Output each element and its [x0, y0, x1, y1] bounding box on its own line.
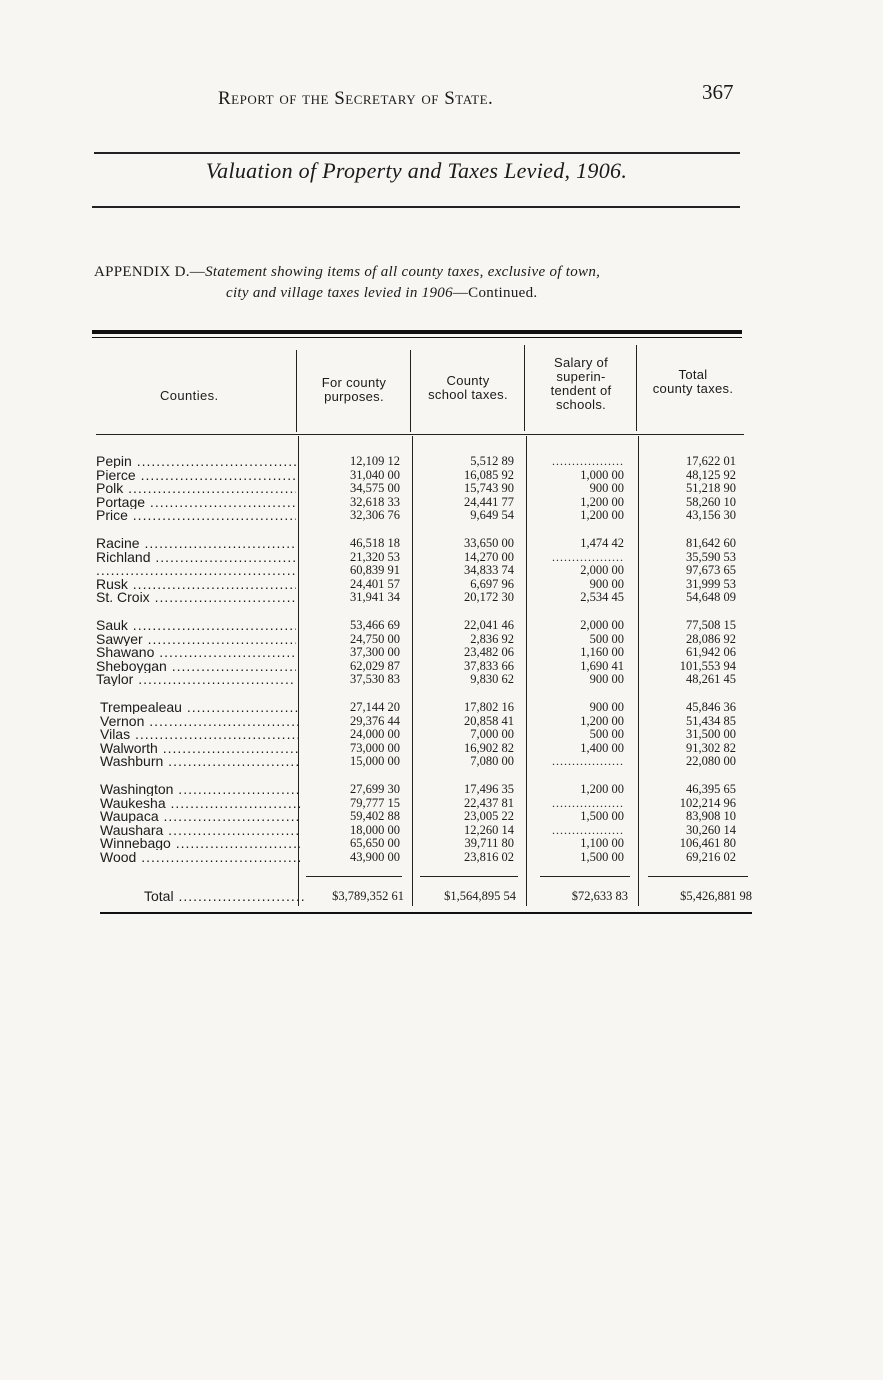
- county-purposes-cell: 37,530 83: [350, 672, 400, 687]
- county-name: Polk .....: [96, 481, 296, 495]
- school-taxes-cell: 22,437 81: [464, 795, 514, 810]
- total-taxes-cell: 17,622 01: [686, 454, 736, 468]
- salary-cell: 1,100 00: [580, 836, 624, 851]
- table-row: [0, 454, 883, 468]
- table-row: [0, 645, 883, 659]
- header-county-school-taxes: [412, 374, 524, 402]
- school-taxes-cell: 7,080 00: [470, 754, 514, 769]
- county-name: Waushara .....: [100, 823, 300, 837]
- county-purposes-cell: 31,941 34: [350, 590, 400, 605]
- table-row: [0, 550, 883, 564]
- running-head: Report of the Secretary of State.: [218, 88, 494, 109]
- total-taxes-cell: 83,908 10: [686, 809, 736, 824]
- county-purposes-cell: 29,376 44: [350, 713, 400, 728]
- salary-leader-dots: ..................: [552, 795, 624, 810]
- total-taxes-cell: 106,461 80: [679, 836, 736, 851]
- total-taxes-cell: 31,500 00: [686, 727, 736, 742]
- table-row: [0, 823, 883, 837]
- salary-leader-dots: ..................: [552, 754, 624, 769]
- header-line: For county: [321, 375, 387, 390]
- school-taxes-cell: 2,836 92: [470, 631, 514, 646]
- total-taxes-cell: 69,216 02: [686, 850, 736, 864]
- school-taxes-cell: 34,833 74: [464, 563, 514, 578]
- total-taxes-cell: 48,261 45: [686, 672, 736, 687]
- column-divider: [524, 345, 525, 431]
- county-name: Waupaca .....: [100, 809, 300, 823]
- county-purposes-cell: 24,401 57: [350, 576, 400, 591]
- county-purposes-cell: 65,650 00: [350, 836, 400, 851]
- table-row: [0, 508, 883, 522]
- total-row: [0, 889, 883, 903]
- table-row: [0, 632, 883, 646]
- total-county-taxes: $5,426,881 98: [680, 889, 752, 903]
- header-line: County: [446, 373, 490, 388]
- county-name: Shawano .....: [96, 645, 296, 659]
- page-number: 367: [702, 80, 734, 104]
- total-taxes-cell: 35,590 53: [686, 549, 736, 564]
- salary-cell: 1,200 00: [580, 508, 624, 523]
- school-taxes-cell: 15,743 90: [464, 481, 514, 496]
- county-purposes-cell: 46,518 18: [350, 536, 400, 550]
- school-taxes-cell: 39,711 80: [464, 836, 514, 851]
- salary-cell: 900 00: [589, 576, 624, 591]
- total-taxes-cell: 46,395 65: [686, 782, 736, 796]
- salary-cell: 900 00: [589, 672, 624, 687]
- page-subtitle: Valuation of Property and Taxes Levied, 1906.: [205, 158, 628, 183]
- school-taxes-cell: 14,270 00: [464, 549, 514, 564]
- caption-line2-text: city and village taxes levied in 1906: [226, 285, 453, 301]
- county-name: Vernon .....: [100, 714, 300, 728]
- header-for-county-purposes: [300, 376, 408, 404]
- column-divider: [410, 350, 411, 432]
- total-taxes-cell: 51,218 90: [686, 481, 736, 496]
- header-line: Total: [678, 367, 708, 382]
- county-name: Washington .....: [100, 782, 300, 796]
- salary-cell: 1,200 00: [580, 782, 624, 796]
- school-taxes-cell: 9,649 54: [470, 508, 514, 523]
- county-purposes-cell: 18,000 00: [350, 822, 400, 837]
- header-total-county-taxes: [638, 368, 748, 396]
- county-name: Taylor .....: [96, 672, 296, 686]
- table-row: [0, 468, 883, 482]
- county-name: Pierce .....: [96, 468, 296, 482]
- county-name: Pepin .....: [96, 454, 296, 468]
- county-name: Price .....: [96, 508, 296, 522]
- county-purposes-cell: 43,900 00: [350, 850, 400, 864]
- county-purposes-cell: 12,109 12: [350, 454, 400, 468]
- table-top-rule: [92, 330, 742, 334]
- total-taxes-cell: 81,642 60: [686, 536, 736, 550]
- county-purposes-cell: 59,402 88: [350, 809, 400, 824]
- school-taxes-cell: 23,816 02: [464, 850, 514, 864]
- school-taxes-cell: 20,172 30: [464, 590, 514, 605]
- header-line: schools.: [555, 397, 607, 412]
- county-purposes-cell: 32,306 76: [350, 508, 400, 523]
- school-taxes-cell: 9,830 62: [470, 672, 514, 687]
- county-name: St. Croix .....: [96, 590, 296, 604]
- total-salary: $72,633 83: [571, 889, 628, 903]
- header-salary-superintendent: [526, 356, 636, 412]
- caption-suffix: —Continued.: [452, 285, 538, 301]
- table-row: [0, 481, 883, 495]
- table-row: [0, 577, 883, 591]
- school-taxes-cell: 37,833 66: [464, 658, 514, 673]
- salary-leader-dots: ..................: [552, 454, 624, 468]
- county-name: Racine .....: [96, 536, 296, 550]
- table-row: [0, 495, 883, 509]
- total-taxes-cell: 101,553 94: [679, 658, 736, 673]
- table-row: [0, 741, 883, 755]
- county-name: Rusk .....: [96, 577, 296, 591]
- salary-cell: 1,474 42: [580, 536, 624, 550]
- table-row: [0, 659, 883, 673]
- total-county-purposes: $3,789,352 61: [332, 889, 404, 903]
- county-name: Walworth .....: [100, 741, 300, 755]
- total-taxes-cell: 91,302 82: [686, 740, 736, 755]
- county-name: Portage .....: [96, 495, 296, 509]
- county-name: Sauk .....: [96, 618, 296, 632]
- school-taxes-cell: 24,441 77: [464, 494, 514, 509]
- county-name: Vilas .....: [100, 727, 300, 741]
- school-taxes-cell: 6,697 96: [470, 576, 514, 591]
- school-taxes-cell: 7,000 00: [470, 727, 514, 742]
- table-bottom-rule: [100, 912, 752, 914]
- county-purposes-cell: 53,466 69: [350, 618, 400, 632]
- school-taxes-cell: 5,512 89: [470, 454, 514, 468]
- total-taxes-cell: 51,434 85: [686, 713, 736, 728]
- total-taxes-cell: 43,156 30: [686, 508, 736, 523]
- table-row: [0, 714, 883, 728]
- total-rule: [648, 876, 748, 877]
- salary-cell: 2,534 45: [580, 590, 624, 605]
- salary-cell: 1,200 00: [580, 494, 624, 509]
- salary-cell: 2,000 00: [580, 618, 624, 632]
- county-purposes-cell: 32,618 33: [350, 494, 400, 509]
- county-purposes-cell: 15,000 00: [350, 754, 400, 769]
- column-divider: [636, 345, 637, 431]
- total-taxes-cell: 77,508 15: [686, 618, 736, 632]
- salary-cell: 1,160 00: [580, 645, 624, 660]
- county-name: Waukesha .....: [100, 796, 300, 810]
- county-name: Winnebago .....: [100, 836, 300, 850]
- county-name: [96, 563, 296, 577]
- school-taxes-cell: 22,041 46: [464, 618, 514, 632]
- header-bottom-rule: [96, 434, 744, 435]
- county-purposes-cell: 21,320 53: [350, 549, 400, 564]
- county-purposes-cell: 60,839 91: [350, 563, 400, 578]
- table-row: [0, 754, 883, 768]
- salary-cell: 900 00: [589, 700, 624, 714]
- county-purposes-cell: 27,144 20: [350, 700, 400, 714]
- salary-cell: 500 00: [589, 727, 624, 742]
- table-row: [0, 700, 883, 714]
- total-taxes-cell: 22,080 00: [686, 754, 736, 769]
- total-taxes-cell: 97,673 65: [686, 563, 736, 578]
- header-line: tendent of: [550, 383, 612, 398]
- total-label: Total .....: [144, 889, 304, 903]
- table-row: [0, 618, 883, 632]
- county-purposes-cell: 24,750 00: [350, 631, 400, 646]
- county-purposes-cell: 34,575 00: [350, 481, 400, 496]
- school-taxes-cell: 12,260 14: [464, 822, 514, 837]
- total-taxes-cell: 48,125 92: [686, 467, 736, 482]
- total-taxes-cell: 54,648 09: [686, 590, 736, 605]
- salary-cell: 1,000 00: [580, 467, 624, 482]
- table-row: [0, 782, 883, 796]
- column-divider: [296, 350, 297, 432]
- header-counties: Counties.: [160, 388, 219, 403]
- school-taxes-cell: 23,005 22: [464, 809, 514, 824]
- salary-cell: 1,690 41: [580, 658, 624, 673]
- county-name: Sheboygan .....: [96, 659, 296, 673]
- salary-cell: 1,400 00: [580, 740, 624, 755]
- total-taxes-cell: 102,214 96: [679, 795, 736, 810]
- county-purposes-cell: 73,000 00: [350, 740, 400, 755]
- total-taxes-cell: 31,999 53: [686, 576, 736, 591]
- total-rule: [420, 876, 518, 877]
- total-taxes-cell: 45,846 36: [686, 700, 736, 714]
- school-taxes-cell: 17,496 35: [464, 782, 514, 796]
- county-name: Wood .....: [100, 850, 300, 864]
- county-name: Sawyer .....: [96, 632, 296, 646]
- header-line: purposes.: [324, 389, 384, 404]
- table-row: [0, 809, 883, 823]
- salary-cell: 1,500 00: [580, 850, 624, 864]
- header-line: Salary of: [553, 355, 608, 370]
- table-row: [0, 672, 883, 686]
- salary-cell: 1,200 00: [580, 713, 624, 728]
- total-taxes-cell: 28,086 92: [686, 631, 736, 646]
- table-row: [0, 563, 883, 577]
- caption-prefix: APPENDIX D.—: [94, 264, 206, 280]
- county-purposes-cell: 79,777 15: [350, 795, 400, 810]
- caption-line1-text: Statement showing items of all county taxes, exclusive of town,: [205, 264, 601, 280]
- school-taxes-cell: 20,858 41: [464, 713, 514, 728]
- school-taxes-cell: 17,802 16: [464, 700, 514, 714]
- total-taxes-cell: 30,260 14: [686, 822, 736, 837]
- salary-cell: 1,500 00: [580, 809, 624, 824]
- county-name: Washburn .....: [100, 754, 300, 768]
- county-name: Richland .....: [96, 550, 296, 564]
- header-line: county taxes.: [652, 381, 734, 396]
- table-row: [0, 850, 883, 864]
- total-rule: [540, 876, 630, 877]
- total-taxes-cell: 61,942 06: [686, 645, 736, 660]
- school-taxes-cell: 33,650 00: [464, 536, 514, 550]
- school-taxes-cell: 23,482 06: [464, 645, 514, 660]
- total-rule: [306, 876, 402, 877]
- table-row: [0, 836, 883, 850]
- school-taxes-cell: 16,085 92: [464, 467, 514, 482]
- salary-cell: 500 00: [589, 631, 624, 646]
- school-taxes-cell: 16,902 82: [464, 740, 514, 755]
- total-taxes-cell: 58,260 10: [686, 494, 736, 509]
- county-purposes-cell: 27,699 30: [350, 782, 400, 796]
- table-top-thin-rule: [92, 337, 742, 338]
- county-purposes-cell: 31,040 00: [350, 467, 400, 482]
- county-purposes-cell: 62,029 87: [350, 658, 400, 673]
- salary-leader-dots: ..................: [552, 549, 624, 564]
- table-row: [0, 727, 883, 741]
- table-row: [0, 590, 883, 604]
- county-purposes-cell: 24,000 00: [350, 727, 400, 742]
- header-line: superin-: [556, 369, 606, 384]
- salary-cell: 900 00: [589, 481, 624, 496]
- header-line: school taxes.: [428, 387, 508, 402]
- salary-cell: 2,000 00: [580, 563, 624, 578]
- total-school-taxes: $1,564,895 54: [444, 889, 516, 903]
- county-name: Trempealeau .....: [100, 700, 300, 714]
- county-purposes-cell: 37,300 00: [350, 645, 400, 660]
- salary-leader-dots: ..................: [552, 822, 624, 837]
- table-row: [0, 796, 883, 810]
- table-row: [0, 536, 883, 550]
